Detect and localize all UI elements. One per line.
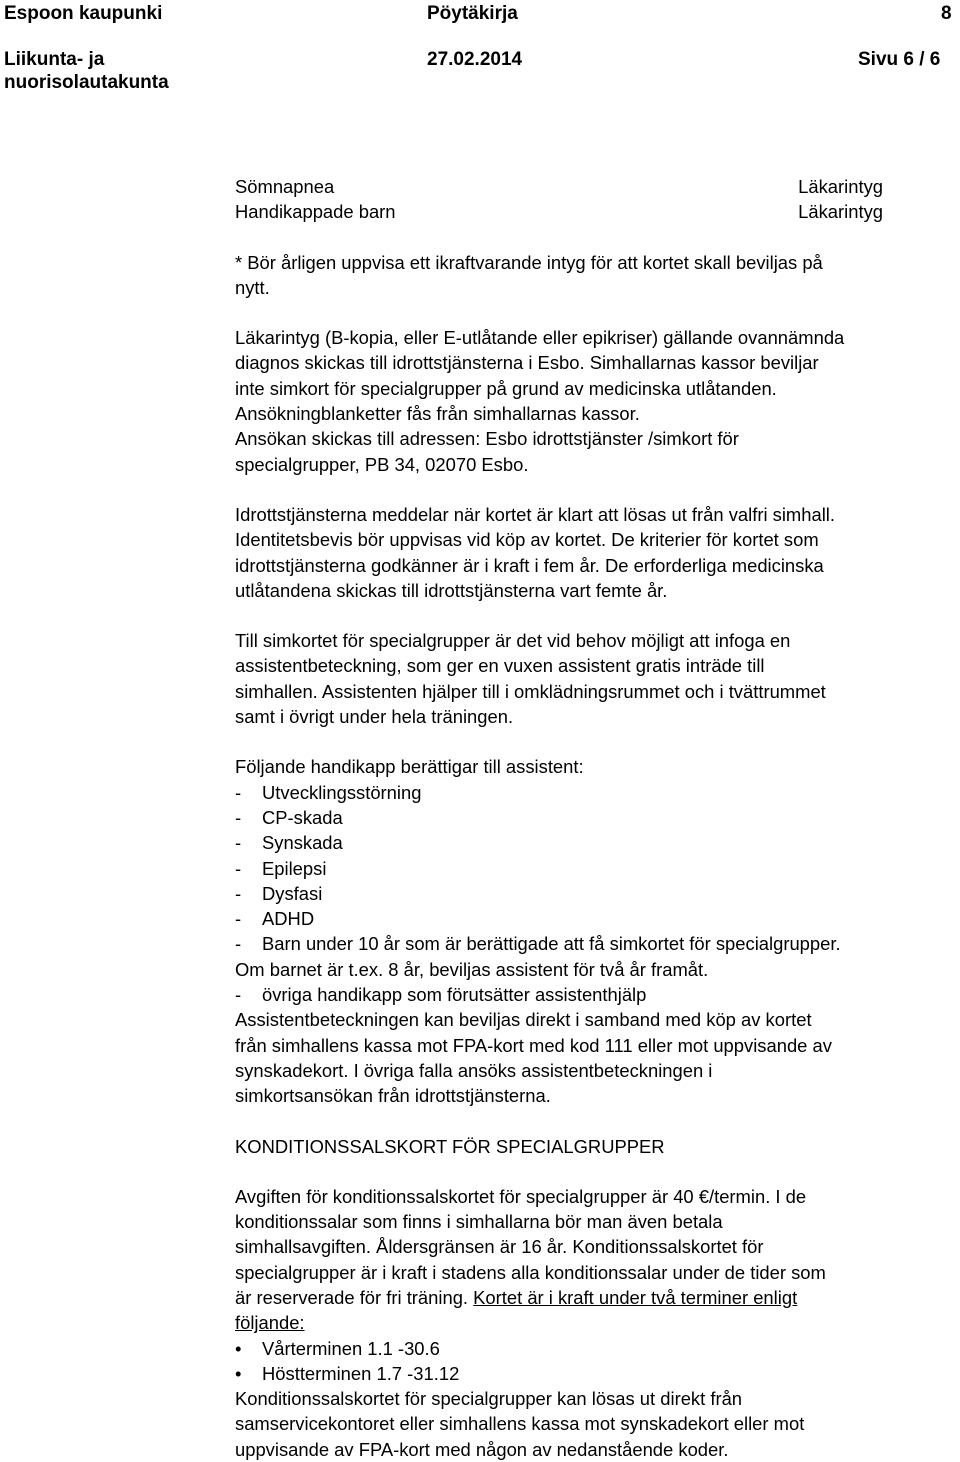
text-line: [235, 1285, 957, 1310]
list-item-text: övriga handikapp som förutsätter assistenthjälp: [262, 984, 647, 1006]
text-line: Läkarintyg (B-kopia, eller E-utlåtande eller epikriser) gällande ovannämnda: [235, 327, 845, 349]
requirement-cell: Läkarintyg: [798, 201, 883, 223]
list-item: [235, 856, 957, 881]
text-line: nytt.: [235, 276, 270, 298]
list-item: [235, 780, 957, 805]
paragraph-assistant: [235, 628, 957, 729]
list-item: [235, 805, 957, 830]
list-item-text: Barn under 10 år som är berättigade att få simkortet för specialgrupper.: [262, 933, 841, 955]
dash-marker: -: [235, 832, 242, 854]
requirement-cell: Läkarintyg: [798, 176, 883, 197]
text-line: uppvisande av FPA-kort med någon av nedanstående koder.: [235, 1438, 729, 1460]
list-item: [235, 1336, 957, 1361]
text-line: Idrottstjänsterna meddelar när kortet är klart att lösas ut från valfri simhall.: [235, 503, 835, 525]
text-line: specialgrupper är i kraft i stadens alla konditionssalar under de tider som: [235, 1261, 826, 1283]
text-line: från simhallens kassa mot FPA-kort med kod 111 eller mot uppvisande av: [235, 1034, 832, 1056]
text-line: samservicekontoret eller simhallens kassa mot synskadekort eller mot: [235, 1413, 805, 1435]
table-row: [235, 174, 883, 199]
text-line: assistentbeteckning, som ger en vuxen assistent gratis inträde till: [235, 655, 765, 677]
list-item: [235, 931, 957, 956]
text-line: synskadekort. I övriga falla ansöks assistentbeteckningen i: [235, 1059, 713, 1081]
header-page: Sivu 6 / 6: [858, 49, 941, 70]
list-item: [235, 881, 957, 906]
text-line: samt i övrigt under hela träningen.: [235, 706, 514, 728]
text-line: idrottstjänsterna godkänner är i kraft i fem år. De erforderliga medicinska: [235, 554, 824, 576]
paragraph-certificate: [235, 325, 957, 477]
list-item: [235, 906, 957, 931]
header-org: Espoon kaupunki: [4, 3, 163, 24]
condition-cell: Handikappade barn: [235, 201, 396, 223]
text-line: Assistentbeteckningen kan beviljas direkt i samband med köp av kortet: [235, 1009, 812, 1031]
underlined-text: följande:: [235, 1312, 305, 1334]
paragraph-fitness-card: [235, 1184, 957, 1462]
list-item-text: Epilepsi: [262, 857, 327, 879]
text-line: utlåtandena skickas till idrottstjänsterna vart femte år.: [235, 579, 668, 601]
header-committee-line2: nuorisolautakunta: [4, 72, 169, 93]
bullet-marker: •: [235, 1362, 242, 1384]
list-item: [235, 982, 957, 1007]
list-item: [235, 1361, 957, 1386]
note-paragraph: [235, 250, 957, 301]
text-line: Om barnet är t.ex. 8 år, beviljas assistent för två år framåt.: [235, 958, 709, 980]
text-line: * Bör årligen uppvisa ett ikraftvarande intyg för att kortet skall beviljas på: [235, 251, 823, 273]
text-line: specialgrupper, PB 34, 02070 Esbo.: [235, 453, 529, 475]
list-item: [235, 830, 957, 855]
text-line: inte simkort för specialgrupper på grund av medicinska utlåtanden.: [235, 377, 777, 399]
text-line: Identitetsbevis bör uppvisas vid köp av kortet. De kriterier för kortet som: [235, 529, 819, 551]
text-line: diagnos skickas till idrottstjänsterna i Esbo. Simhallarnas kassor beviljar: [235, 352, 819, 374]
list-item-text: Höstterminen 1.7 -31.12: [262, 1362, 460, 1384]
text-line: simkortsansökan från idrottstjänsterna.: [235, 1085, 551, 1107]
list-item-text: CP-skada: [262, 806, 343, 828]
document-body: [235, 174, 957, 1462]
paragraph-notification: [235, 502, 957, 603]
list-item-text: ADHD: [262, 908, 315, 930]
header-date: 27.02.2014: [427, 49, 523, 70]
header-section-no: 8: [941, 3, 952, 24]
underlined-text: Kortet är i kraft under två terminer enligt: [473, 1286, 798, 1308]
text-line: Konditionssalskortet för specialgrupper kan lösas ut direkt från: [235, 1388, 743, 1410]
dash-marker: -: [235, 908, 242, 930]
condition-cell: Sömnapnea: [235, 176, 335, 197]
dash-marker: -: [235, 984, 242, 1006]
text-line: simhallen. Assistenten hjälper till i omklädningsrummet och i tvättrummet: [235, 680, 826, 702]
section-heading: KONDITIONSSALSKORT FÖR SPECIALGRUPPER: [235, 1135, 665, 1157]
dash-marker: -: [235, 882, 242, 904]
dash-marker: -: [235, 933, 242, 955]
handicap-list-section: [235, 754, 957, 1108]
text-line: simhallsavgiften. Åldersgränsen är 16 år. Konditionssalskortet för: [235, 1236, 764, 1258]
handicap-intro: Följande handikapp berättigar till assistent:: [235, 756, 584, 778]
text-line: Till simkortet för specialgrupper är det vid behov möjligt att infoga en: [235, 630, 791, 652]
table-row: [235, 199, 883, 224]
list-item-text: Dysfasi: [262, 882, 323, 904]
text-line: Ansökan skickas till adressen: Esbo idrottstjänster /simkort för: [235, 428, 739, 450]
bullet-marker: •: [235, 1337, 242, 1359]
list-item-text: Synskada: [262, 832, 343, 854]
dash-marker: -: [235, 806, 242, 828]
text-line: konditionssalar som finns i simhallarna bör man även betala: [235, 1211, 723, 1233]
header-committee-line1: Liikunta- ja: [4, 49, 105, 70]
dash-marker: -: [235, 781, 242, 803]
requirements-table: [235, 174, 957, 225]
header-doc-type: Pöytäkirja: [427, 3, 518, 24]
text-line: Avgiften för konditionssalskortet för specialgrupper är 40 €/termin. I de: [235, 1185, 807, 1207]
list-item-text: Vårterminen 1.1 -30.6: [262, 1337, 440, 1359]
text-plain: är reserverade för fri träning.: [235, 1286, 474, 1308]
dash-marker: -: [235, 857, 242, 879]
list-item-text: Utvecklingsstörning: [262, 781, 422, 803]
text-line: Ansökningblanketter fås från simhallarnas kassor.: [235, 403, 640, 425]
